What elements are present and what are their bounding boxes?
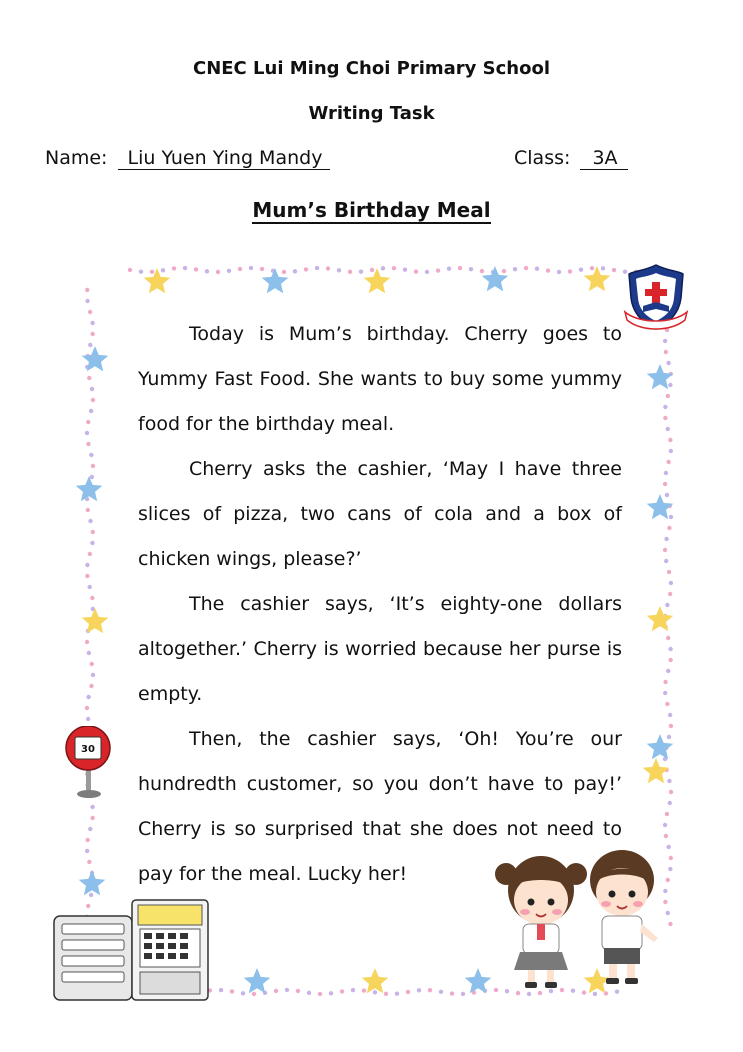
border-sparkle bbox=[87, 651, 91, 655]
border-sparkle bbox=[557, 270, 561, 274]
border-sparkle bbox=[667, 570, 671, 574]
border-sparkle bbox=[428, 988, 432, 992]
border-sparkle bbox=[669, 790, 673, 794]
border-sparkle bbox=[664, 350, 668, 354]
border-star-icon bbox=[643, 758, 670, 783]
border-sparkle bbox=[469, 267, 473, 271]
children-illustration-icon bbox=[492, 842, 672, 992]
border-sparkle bbox=[663, 339, 667, 343]
border-sparkle bbox=[348, 270, 352, 274]
border-sparkle bbox=[90, 332, 94, 336]
border-sparkle bbox=[252, 992, 256, 996]
border-star-icon bbox=[144, 268, 171, 293]
border-sparkle bbox=[502, 269, 506, 273]
border-sparkle bbox=[384, 992, 388, 996]
border-sparkle bbox=[524, 266, 528, 270]
border-sparkle bbox=[88, 552, 92, 556]
border-star-icon bbox=[244, 968, 271, 993]
border-sparkle bbox=[593, 992, 597, 996]
border-sparkle bbox=[337, 268, 341, 272]
border-sparkle bbox=[546, 268, 550, 272]
border-sparkle bbox=[668, 801, 672, 805]
border-star-icon bbox=[82, 608, 109, 633]
border-sparkle bbox=[666, 636, 670, 640]
border-sparkle bbox=[535, 267, 539, 271]
border-star-icon bbox=[76, 476, 103, 501]
border-sparkle bbox=[340, 989, 344, 993]
border-star-icon bbox=[79, 870, 106, 895]
task-heading: Writing Task bbox=[308, 103, 435, 124]
border-sparkle bbox=[666, 361, 670, 365]
border-sparkle bbox=[86, 420, 90, 424]
border-sparkle bbox=[666, 669, 670, 673]
border-sparkle bbox=[85, 574, 89, 578]
border-sparkle bbox=[194, 267, 198, 271]
border-star-icon bbox=[647, 494, 674, 519]
border-sparkle bbox=[161, 268, 165, 272]
sign-number: 30 bbox=[81, 744, 95, 755]
border-sparkle bbox=[293, 269, 297, 273]
border-sparkle bbox=[666, 460, 670, 464]
border-sparkle bbox=[90, 805, 94, 809]
border-sparkle bbox=[89, 409, 93, 413]
border-sparkle bbox=[458, 266, 462, 270]
border-sparkle bbox=[89, 684, 93, 688]
border-sparkle bbox=[668, 647, 672, 651]
border-sparkle bbox=[296, 989, 300, 993]
border-sparkle bbox=[86, 717, 90, 721]
border-sparkle bbox=[667, 779, 671, 783]
border-sparkle bbox=[664, 559, 668, 563]
story-title bbox=[0, 198, 743, 222]
border-sparkle bbox=[663, 823, 667, 827]
border-sparkle bbox=[663, 691, 667, 695]
border-sparkle bbox=[664, 471, 668, 475]
border-sparkle bbox=[88, 343, 92, 347]
border-sparkle bbox=[85, 299, 89, 303]
name-field bbox=[45, 147, 330, 170]
border-sparkle bbox=[461, 992, 465, 996]
border-sparkle bbox=[666, 427, 670, 431]
border-star-icon bbox=[465, 968, 492, 993]
border-sparkle bbox=[86, 695, 90, 699]
border-sparkle bbox=[668, 383, 672, 387]
school-crest-icon bbox=[623, 262, 689, 334]
border-sparkle bbox=[665, 493, 669, 497]
story-text bbox=[138, 312, 622, 897]
border-sparkle bbox=[88, 519, 92, 523]
border-sparkle bbox=[90, 541, 94, 545]
border-sparkle bbox=[285, 988, 289, 992]
border-sparkle bbox=[351, 988, 355, 992]
class-value: 3A bbox=[580, 147, 627, 170]
border-sparkle bbox=[668, 592, 672, 596]
border-sparkle bbox=[667, 735, 671, 739]
border-sparkle bbox=[392, 266, 396, 270]
border-sparkle bbox=[417, 988, 421, 992]
border-sparkle bbox=[139, 269, 143, 273]
border-sparkle bbox=[304, 267, 308, 271]
border-sparkle bbox=[668, 658, 672, 662]
border-sparkle bbox=[329, 991, 333, 995]
border-sparkle bbox=[89, 453, 93, 457]
border-sparkle bbox=[406, 990, 410, 994]
border-sparkle bbox=[568, 269, 572, 273]
school-name: CNEC Lui Ming Choi Primary School bbox=[192, 58, 550, 79]
border-sparkle bbox=[480, 269, 484, 273]
border-sparkle bbox=[663, 548, 667, 552]
border-sparkle bbox=[425, 270, 429, 274]
border-sparkle bbox=[88, 585, 92, 589]
story-title-text: Mum’s Birthday Meal bbox=[252, 198, 491, 222]
border-sparkle bbox=[664, 537, 668, 541]
border-sparkle bbox=[663, 416, 667, 420]
border-sparkle bbox=[579, 267, 583, 271]
border-sparkle bbox=[373, 990, 377, 994]
border-sparkle bbox=[260, 267, 264, 271]
border-sparkle bbox=[318, 992, 322, 996]
border-sparkle bbox=[90, 596, 94, 600]
border-sparkle bbox=[395, 991, 399, 995]
border-sparkle bbox=[172, 266, 176, 270]
border-sparkle bbox=[227, 269, 231, 273]
border-sparkle bbox=[86, 442, 90, 446]
border-sparkle bbox=[663, 680, 667, 684]
border-sparkle bbox=[381, 266, 385, 270]
border-sparkle bbox=[90, 662, 94, 666]
border-sparkle bbox=[91, 530, 95, 534]
border-sparkle bbox=[91, 398, 95, 402]
border-sparkle bbox=[414, 269, 418, 273]
border-sparkle bbox=[359, 269, 363, 273]
story-paragraph-2: Cherry asks the cashier, ‘May I have three slices of pizza, two cans of cola and a box of chicken wings, please?’ bbox=[138, 458, 622, 570]
border-sparkle bbox=[513, 267, 517, 271]
border-sparkle bbox=[88, 827, 92, 831]
border-sparkle bbox=[274, 989, 278, 993]
border-sparkle bbox=[668, 713, 672, 717]
border-sparkle bbox=[326, 266, 330, 270]
border-sparkle bbox=[669, 515, 673, 519]
price-sign-icon bbox=[62, 726, 114, 800]
border-sparkle bbox=[665, 702, 669, 706]
border-sparkle bbox=[663, 405, 667, 409]
name-value: Liu Yuen Ying Mandy bbox=[118, 147, 331, 170]
story-paragraph-1: Today is Mum’s birthday. Cherry goes to Yummy Fast Food. She wants to buy some yummy food for the birthday meal. bbox=[138, 323, 622, 435]
border-sparkle bbox=[90, 321, 94, 325]
story-paragraph-3: The cashier says, ‘It’s eighty-one dollars altogether.’ Cherry is worried because her purse is empty. bbox=[138, 593, 622, 705]
border-sparkle bbox=[219, 988, 223, 992]
border-sparkle bbox=[150, 270, 154, 274]
border-sparkle bbox=[667, 526, 671, 530]
border-sparkle bbox=[590, 266, 594, 270]
border-sparkle bbox=[88, 310, 92, 314]
border-sparkle bbox=[668, 438, 672, 442]
border-sparkle bbox=[612, 268, 616, 272]
border-sparkle bbox=[85, 640, 89, 644]
border-sparkle bbox=[663, 482, 667, 486]
border-sparkle bbox=[450, 991, 454, 995]
border-sparkle bbox=[91, 464, 95, 468]
border-sparkle bbox=[439, 990, 443, 994]
class-field bbox=[514, 147, 628, 170]
border-sparkle bbox=[666, 394, 670, 398]
border-sparkle bbox=[216, 270, 220, 274]
border-sparkle bbox=[205, 269, 209, 273]
border-sparkle bbox=[85, 288, 89, 292]
border-sparkle bbox=[315, 266, 319, 270]
border-star-icon bbox=[584, 266, 611, 291]
border-sparkle bbox=[601, 266, 605, 270]
border-sparkle bbox=[669, 724, 673, 728]
border-sparkle bbox=[436, 268, 440, 272]
border-sparkle bbox=[669, 449, 673, 453]
border-sparkle bbox=[527, 992, 531, 996]
border-sparkle bbox=[85, 849, 89, 853]
cash-register-icon bbox=[52, 896, 212, 1002]
border-sparkle bbox=[183, 266, 187, 270]
border-sparkle bbox=[307, 991, 311, 995]
border-sparkle bbox=[370, 268, 374, 272]
border-sparkle bbox=[664, 834, 668, 838]
border-sparkle bbox=[85, 563, 89, 567]
border-sparkle bbox=[403, 268, 407, 272]
story-paragraph-4: Then, the cashier says, ‘Oh! You’re our hundredth customer, so you don’t have to pay!’ Cherry is so surprised that she does not need to pay for the meal. Lucky her! bbox=[138, 728, 622, 885]
border-sparkle bbox=[86, 508, 90, 512]
border-sparkle bbox=[87, 376, 91, 380]
border-sparkle bbox=[90, 475, 94, 479]
border-sparkle bbox=[362, 988, 366, 992]
border-sparkle bbox=[85, 838, 89, 842]
border-sparkle bbox=[447, 266, 451, 270]
border-sparkle bbox=[128, 268, 132, 272]
border-sparkle bbox=[665, 812, 669, 816]
border-sparkle bbox=[249, 266, 253, 270]
class-label: Class: bbox=[514, 147, 571, 169]
border-sparkle bbox=[87, 860, 91, 864]
border-sparkle bbox=[282, 270, 286, 274]
border-star-icon bbox=[647, 606, 674, 631]
name-label: Name: bbox=[45, 147, 108, 169]
border-sparkle bbox=[241, 991, 245, 995]
border-sparkle bbox=[90, 816, 94, 820]
border-sparkle bbox=[90, 387, 94, 391]
border-sparkle bbox=[85, 706, 89, 710]
border-sparkle bbox=[85, 431, 89, 435]
border-sparkle bbox=[665, 603, 669, 607]
border-sparkle bbox=[669, 581, 673, 585]
border-sparkle bbox=[91, 673, 95, 677]
border-sparkle bbox=[230, 989, 234, 993]
border-sparkle bbox=[238, 267, 242, 271]
border-star-icon bbox=[364, 268, 391, 293]
